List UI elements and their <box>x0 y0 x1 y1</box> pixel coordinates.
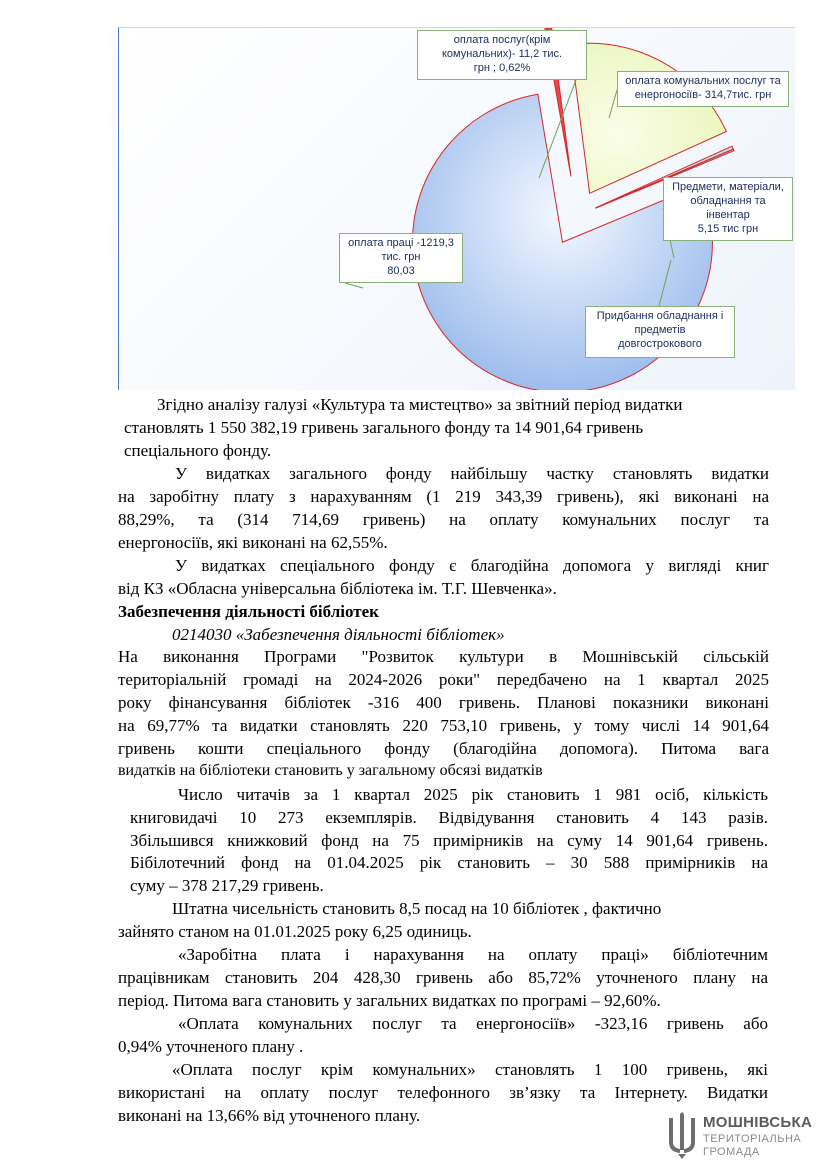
callout-equipment <box>585 306 735 358</box>
callout-materials-line: інвентар <box>706 209 750 221</box>
paragraph-line: Збільшився книжковий фонд на 75 примірників на суму 14 901,64 гривень. <box>130 831 768 850</box>
paragraph-line: року фінансування бібліотек -316 400 гривень. Планові показники виконані <box>118 693 769 712</box>
paragraph-line: спеціального фонду. <box>124 441 272 460</box>
paragraph-line: працівникам становить 204 428,30 гривень або 85,72% уточненого плану на <box>118 968 768 987</box>
callout-utilities-line: оплата комунальних послуг та <box>625 75 781 87</box>
paragraph-line: суму – 378 217,29 гривень. <box>130 876 324 895</box>
community-logo <box>667 1112 813 1162</box>
callout-labor <box>339 233 463 283</box>
pie-chart <box>118 27 795 390</box>
paragraph-line: використані на оплату послуг телефонного зв’язку та Інтернету. Видатки <box>118 1083 768 1102</box>
callout-labor-line: 80,03 <box>387 265 415 277</box>
trident-icon <box>667 1112 697 1160</box>
section-heading: Забезпечення діяльності бібліотек <box>118 602 379 621</box>
callout-services-line: грн ; 0,62% <box>473 62 531 74</box>
paragraph-line: Згідно аналізу галузі «Культура та мистецтво» за звітний період видатки <box>157 395 683 414</box>
callout-materials-line: обладнання та <box>690 195 766 207</box>
callout-equipment-line: предметів <box>634 324 686 336</box>
callout-services-line: комунальних)- 11,2 тис. <box>441 48 563 60</box>
leader-line-labor <box>345 283 363 288</box>
logo-title: МОШНІВСЬКА <box>703 1114 813 1131</box>
paragraph-line: період. Питома вага становить у загальних видатках по програмі – 92,60%. <box>118 991 661 1010</box>
paragraph-line: видатків на бібліотеки становить у загальному обсязі видатків <box>118 762 543 779</box>
paragraph-line: «Оплата послуг крім комунальних» становлять 1 100 гривень, які <box>172 1060 768 1079</box>
paragraph-line: 0,94% уточненого плану . <box>118 1037 304 1056</box>
paragraph-line: На виконання Програми "Розвиток культури в Мошнівській сільській <box>118 647 769 666</box>
callout-equipment-line: Придбання обладнання і <box>596 310 724 322</box>
paragraph-line: книговидачі 10 273 екземплярів. Відвідування становить 4 143 разів. <box>130 808 768 827</box>
paragraph-line: гривень кошти спеціального фонду (благодійна допомога). Питома вага <box>118 739 769 758</box>
paragraph-line: Бібілотечний фонд на 01.04.2025 рік становить – 30 588 примірників на <box>130 853 768 872</box>
paragraph-line: від КЗ «Обласна універсальна бібліотека ім. Т.Г. Шевченка». <box>118 579 557 598</box>
paragraph-line: Штатна чисельність становить 8,5 посад на 10 бібліотек , фактично <box>172 899 662 918</box>
program-code: 0214030 «Забезпечення діяльності бібліотек» <box>172 625 505 644</box>
paragraph-line: «Заробітна плата і нарахування на оплату праці» бібліотечним <box>178 945 768 964</box>
paragraph-line: У видатках спеціального фонду є благодійна допомога у вигляді книг <box>175 556 769 575</box>
callout-equipment-line: довгострокового <box>618 338 702 350</box>
pie-slice-utilities <box>570 43 726 193</box>
paragraph-line: на 69,77% та видатки становлять 220 753,10 гривень, у тому числі 14 901,64 <box>118 716 769 735</box>
paragraph-line: становлять 1 550 382,19 гривень загального фонду та 14 901,64 гривень <box>124 418 644 437</box>
callout-materials-line: Предмети, матеріали, <box>672 181 784 193</box>
paragraph-line: зайнято станом на 01.01.2025 року 6,25 одиниць. <box>118 922 472 941</box>
paragraph-line: У видатках загального фонду найбільшу частку становлять видатки <box>175 464 769 483</box>
callout-materials <box>663 177 793 241</box>
callout-utilities-line: енергоносіїв- 314,7тис. грн <box>634 89 772 101</box>
paragraph-line: 88,29%, та (314 714,69 гривень) на оплату комунальних послуг та <box>118 510 769 529</box>
paragraph-line: енергоносіїв, які виконані на 62,55%. <box>118 533 388 552</box>
paragraph-line: виконані на 13,66% від уточненого плану. <box>118 1106 421 1125</box>
paragraph-line: «Оплата комунальних послуг та енергоносіїв» -323,16 гривень або <box>178 1014 768 1033</box>
callout-services <box>417 30 587 80</box>
paragraph-line: територіальній громаді на 2024-2026 роки" передбачено на 1 квартал 2025 <box>118 670 769 689</box>
callout-services-line: оплата послуг(крім <box>453 34 551 46</box>
paragraph-line: Число читачів за 1 квартал 2025 рік становить 1 981 осіб, кількість <box>178 785 768 804</box>
logo-subtitle: ГРОМАДА <box>703 1146 760 1158</box>
callout-labor-line: тис. грн <box>381 251 421 263</box>
callout-utilities <box>617 71 789 107</box>
callout-materials-line: 5,15 тис грн <box>697 223 759 235</box>
callout-labor-line: оплата праці -1219,3 <box>348 237 454 249</box>
paragraph-line: на заробітну плату з нарахуванням (1 219 343,39 гривень), які виконані на <box>118 487 769 506</box>
logo-subtitle: ТЕРИТОРІАЛЬНА <box>703 1133 802 1145</box>
